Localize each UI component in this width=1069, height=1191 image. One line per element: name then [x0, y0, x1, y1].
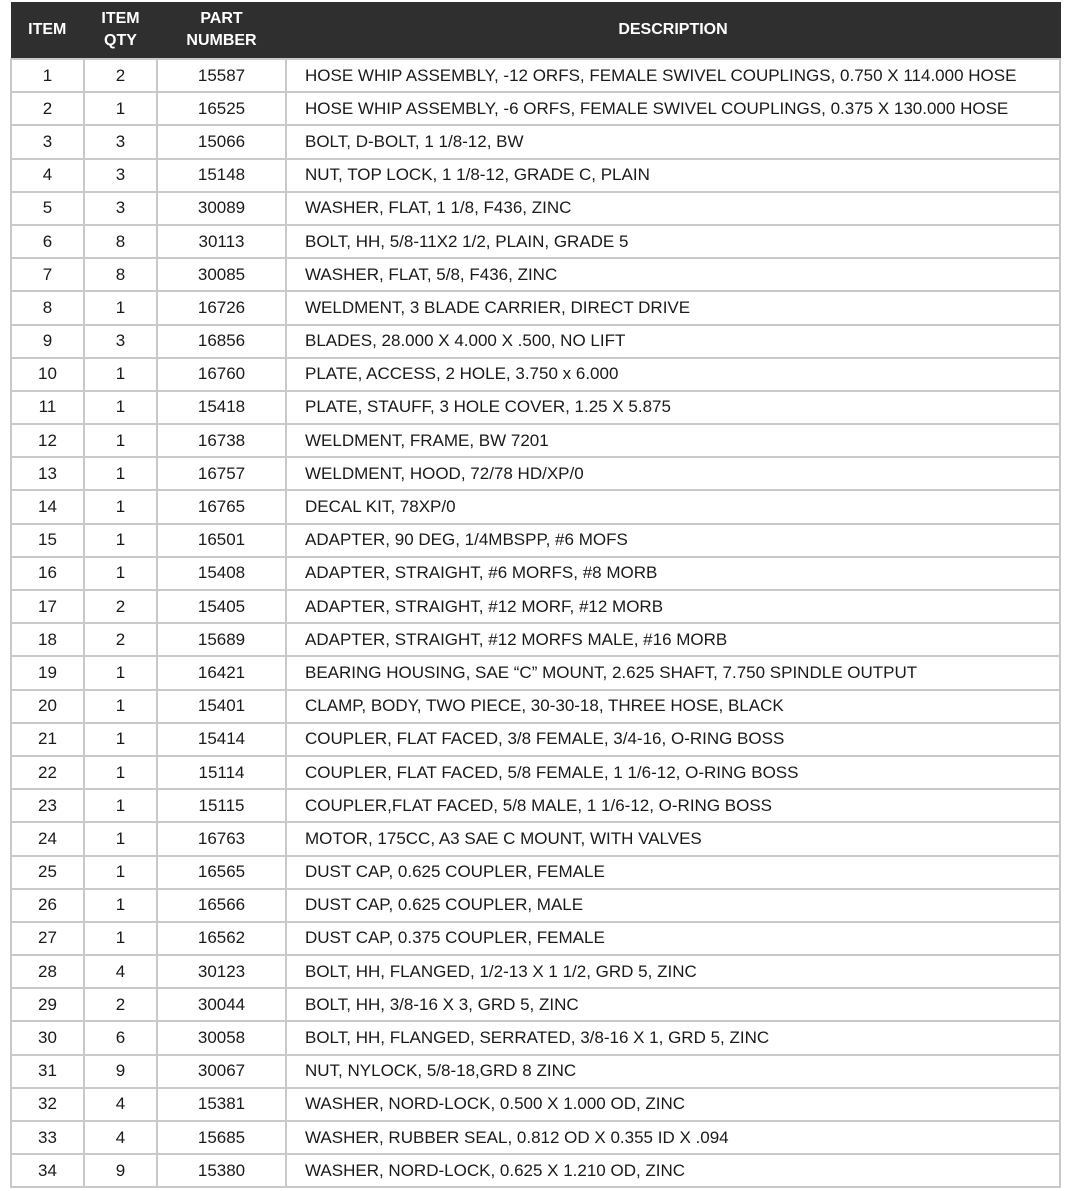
cell-qty: 4 — [84, 1088, 157, 1121]
table-header-row — [11, 2, 1060, 59]
cell-part-number: 15115 — [157, 789, 286, 822]
cell-qty: 6 — [84, 1021, 157, 1054]
table-row — [11, 690, 1060, 723]
cell-part-number: 16726 — [157, 291, 286, 324]
cell-item: 11 — [11, 391, 84, 424]
table-row — [11, 822, 1060, 855]
cell-part-number: 30085 — [157, 258, 286, 291]
cell-part-number: 30044 — [157, 988, 286, 1021]
cell-qty: 1 — [84, 889, 157, 922]
table-row — [11, 856, 1060, 889]
cell-qty: 9 — [84, 1055, 157, 1088]
cell-description: BOLT, HH, 5/8-11X2 1/2, PLAIN, GRADE 5 — [286, 225, 1060, 258]
table-row — [11, 358, 1060, 391]
table-row — [11, 988, 1060, 1021]
cell-item: 16 — [11, 557, 84, 590]
cell-qty: 1 — [84, 358, 157, 391]
cell-item: 29 — [11, 988, 84, 1021]
cell-qty: 1 — [84, 856, 157, 889]
cell-description: WASHER, RUBBER SEAL, 0.812 OD X 0.355 ID X .094 — [286, 1121, 1060, 1154]
table-row — [11, 1121, 1060, 1154]
cell-qty: 3 — [84, 125, 157, 158]
table-row — [11, 524, 1060, 557]
cell-item: 12 — [11, 424, 84, 457]
cell-description: ADAPTER, STRAIGHT, #12 MORF, #12 MORB — [286, 590, 1060, 623]
table-row — [11, 1154, 1060, 1187]
cell-description: WASHER, FLAT, 1 1/8, F436, ZINC — [286, 192, 1060, 225]
cell-qty: 1 — [84, 524, 157, 557]
cell-qty: 3 — [84, 159, 157, 192]
cell-description: COUPLER, FLAT FACED, 5/8 FEMALE, 1 1/6-12, O-RING BOSS — [286, 756, 1060, 789]
cell-item: 25 — [11, 856, 84, 889]
table-row — [11, 756, 1060, 789]
table-row — [11, 159, 1060, 192]
cell-item: 4 — [11, 159, 84, 192]
cell-part-number: 30089 — [157, 192, 286, 225]
cell-item: 22 — [11, 756, 84, 789]
cell-item: 27 — [11, 922, 84, 955]
cell-description: ADAPTER, STRAIGHT, #12 MORFS MALE, #16 MORB — [286, 623, 1060, 656]
cell-part-number: 16525 — [157, 92, 286, 125]
cell-part-number: 16760 — [157, 358, 286, 391]
cell-item: 1 — [11, 59, 84, 92]
cell-qty: 1 — [84, 822, 157, 855]
cell-part-number: 15148 — [157, 159, 286, 192]
cell-part-number: 16757 — [157, 457, 286, 490]
cell-part-number: 30067 — [157, 1055, 286, 1088]
cell-description: ADAPTER, 90 DEG, 1/4MBSPP, #6 MOFS — [286, 524, 1060, 557]
table-body — [11, 59, 1060, 1187]
cell-item: 8 — [11, 291, 84, 324]
cell-description: WELDMENT, FRAME, BW 7201 — [286, 424, 1060, 457]
cell-part-number: 16738 — [157, 424, 286, 457]
header-item-qty: ITEM QTY — [84, 2, 157, 59]
cell-qty: 9 — [84, 1154, 157, 1187]
cell-qty: 1 — [84, 490, 157, 523]
cell-qty: 2 — [84, 623, 157, 656]
cell-description: NUT, TOP LOCK, 1 1/8-12, GRADE C, PLAIN — [286, 159, 1060, 192]
cell-part-number: 15380 — [157, 1154, 286, 1187]
cell-item: 34 — [11, 1154, 84, 1187]
table-row — [11, 457, 1060, 490]
table-row — [11, 590, 1060, 623]
cell-part-number: 15408 — [157, 557, 286, 590]
cell-description: WELDMENT, 3 BLADE CARRIER, DIRECT DRIVE — [286, 291, 1060, 324]
cell-item: 7 — [11, 258, 84, 291]
table-row — [11, 490, 1060, 523]
cell-qty: 1 — [84, 391, 157, 424]
cell-part-number: 16562 — [157, 922, 286, 955]
header-part-number: PART NUMBER — [157, 2, 286, 59]
cell-description: CLAMP, BODY, TWO PIECE, 30-30-18, THREE HOSE, BLACK — [286, 690, 1060, 723]
table-row — [11, 656, 1060, 689]
cell-description: NUT, NYLOCK, 5/8-18,GRD 8 ZINC — [286, 1055, 1060, 1088]
cell-part-number: 30058 — [157, 1021, 286, 1054]
cell-item: 24 — [11, 822, 84, 855]
cell-description: MOTOR, 175CC, A3 SAE C MOUNT, WITH VALVES — [286, 822, 1060, 855]
cell-part-number: 16501 — [157, 524, 286, 557]
cell-item: 30 — [11, 1021, 84, 1054]
table-row — [11, 955, 1060, 988]
cell-part-number: 16421 — [157, 656, 286, 689]
cell-qty: 3 — [84, 325, 157, 358]
table-row — [11, 623, 1060, 656]
cell-qty: 2 — [84, 590, 157, 623]
cell-qty: 1 — [84, 424, 157, 457]
table-row — [11, 291, 1060, 324]
cell-item: 17 — [11, 590, 84, 623]
table-row — [11, 1088, 1060, 1121]
header-description: DESCRIPTION — [286, 2, 1060, 59]
cell-item: 20 — [11, 690, 84, 723]
cell-item: 6 — [11, 225, 84, 258]
cell-item: 26 — [11, 889, 84, 922]
cell-part-number: 15401 — [157, 690, 286, 723]
cell-part-number: 15066 — [157, 125, 286, 158]
cell-qty: 4 — [84, 955, 157, 988]
cell-qty: 1 — [84, 723, 157, 756]
cell-qty: 1 — [84, 557, 157, 590]
table-row — [11, 557, 1060, 590]
cell-part-number: 16856 — [157, 325, 286, 358]
cell-part-number: 16566 — [157, 889, 286, 922]
cell-description: BEARING HOUSING, SAE “C” MOUNT, 2.625 SHAFT, 7.750 SPINDLE OUTPUT — [286, 656, 1060, 689]
cell-qty: 1 — [84, 92, 157, 125]
cell-part-number: 15405 — [157, 590, 286, 623]
cell-description: COUPLER,FLAT FACED, 5/8 MALE, 1 1/6-12, O-RING BOSS — [286, 789, 1060, 822]
cell-part-number: 15689 — [157, 623, 286, 656]
cell-item: 9 — [11, 325, 84, 358]
cell-description: DUST CAP, 0.375 COUPLER, FEMALE — [286, 922, 1060, 955]
cell-part-number: 15685 — [157, 1121, 286, 1154]
header-item: ITEM — [11, 2, 84, 59]
cell-part-number: 15381 — [157, 1088, 286, 1121]
cell-description: BOLT, HH, FLANGED, SERRATED, 3/8-16 X 1, GRD 5, ZINC — [286, 1021, 1060, 1054]
cell-description: WASHER, FLAT, 5/8, F436, ZINC — [286, 258, 1060, 291]
cell-qty: 1 — [84, 457, 157, 490]
cell-item: 3 — [11, 125, 84, 158]
cell-description: WASHER, NORD-LOCK, 0.625 X 1.210 OD, ZINC — [286, 1154, 1060, 1187]
table-row — [11, 889, 1060, 922]
cell-part-number: 30113 — [157, 225, 286, 258]
cell-description: DECAL KIT, 78XP/0 — [286, 490, 1060, 523]
cell-item: 13 — [11, 457, 84, 490]
cell-item: 31 — [11, 1055, 84, 1088]
table-row — [11, 1055, 1060, 1088]
cell-item: 18 — [11, 623, 84, 656]
table-row — [11, 424, 1060, 457]
cell-description: HOSE WHIP ASSEMBLY, -6 ORFS, FEMALE SWIVEL COUPLINGS, 0.375 X 130.000 HOSE — [286, 92, 1060, 125]
cell-description: BOLT, HH, FLANGED, 1/2-13 X 1 1/2, GRD 5, ZINC — [286, 955, 1060, 988]
cell-qty: 8 — [84, 258, 157, 291]
cell-qty: 2 — [84, 59, 157, 92]
cell-qty: 4 — [84, 1121, 157, 1154]
cell-part-number: 15414 — [157, 723, 286, 756]
cell-item: 23 — [11, 789, 84, 822]
cell-description: DUST CAP, 0.625 COUPLER, FEMALE — [286, 856, 1060, 889]
table-row — [11, 325, 1060, 358]
cell-description: COUPLER, FLAT FACED, 3/8 FEMALE, 3/4-16, O-RING BOSS — [286, 723, 1060, 756]
cell-item: 32 — [11, 1088, 84, 1121]
cell-qty: 1 — [84, 690, 157, 723]
cell-description: DUST CAP, 0.625 COUPLER, MALE — [286, 889, 1060, 922]
table-row — [11, 1021, 1060, 1054]
cell-qty: 1 — [84, 756, 157, 789]
cell-item: 15 — [11, 524, 84, 557]
cell-part-number: 16765 — [157, 490, 286, 523]
table-row — [11, 922, 1060, 955]
cell-item: 2 — [11, 92, 84, 125]
cell-item: 33 — [11, 1121, 84, 1154]
cell-description: ADAPTER, STRAIGHT, #6 MORFS, #8 MORB — [286, 557, 1060, 590]
parts-list-table — [10, 2, 1061, 1188]
cell-part-number: 30123 — [157, 955, 286, 988]
cell-item: 10 — [11, 358, 84, 391]
cell-description: WELDMENT, HOOD, 72/78 HD/XP/0 — [286, 457, 1060, 490]
table-row — [11, 192, 1060, 225]
cell-item: 21 — [11, 723, 84, 756]
cell-qty: 2 — [84, 988, 157, 1021]
cell-item: 19 — [11, 656, 84, 689]
cell-description: PLATE, ACCESS, 2 HOLE, 3.750 x 6.000 — [286, 358, 1060, 391]
cell-item: 28 — [11, 955, 84, 988]
table-row — [11, 258, 1060, 291]
cell-qty: 1 — [84, 789, 157, 822]
cell-part-number: 16763 — [157, 822, 286, 855]
table-row — [11, 59, 1060, 92]
table-row — [11, 723, 1060, 756]
cell-description: BOLT, D-BOLT, 1 1/8-12, BW — [286, 125, 1060, 158]
cell-part-number: 15114 — [157, 756, 286, 789]
table-row — [11, 789, 1060, 822]
cell-part-number: 16565 — [157, 856, 286, 889]
cell-description: BOLT, HH, 3/8-16 X 3, GRD 5, ZINC — [286, 988, 1060, 1021]
cell-qty: 1 — [84, 656, 157, 689]
cell-item: 14 — [11, 490, 84, 523]
table-row — [11, 125, 1060, 158]
cell-description: BLADES, 28.000 X 4.000 X .500, NO LIFT — [286, 325, 1060, 358]
cell-qty: 1 — [84, 291, 157, 324]
cell-description: PLATE, STAUFF, 3 HOLE COVER, 1.25 X 5.875 — [286, 391, 1060, 424]
table-row — [11, 225, 1060, 258]
table-row — [11, 391, 1060, 424]
cell-description: WASHER, NORD-LOCK, 0.500 X 1.000 OD, ZINC — [286, 1088, 1060, 1121]
cell-description: HOSE WHIP ASSEMBLY, -12 ORFS, FEMALE SWIVEL COUPLINGS, 0.750 X 114.000 HOSE — [286, 59, 1060, 92]
cell-part-number: 15418 — [157, 391, 286, 424]
table-row — [11, 92, 1060, 125]
cell-qty: 3 — [84, 192, 157, 225]
cell-qty: 8 — [84, 225, 157, 258]
cell-item: 5 — [11, 192, 84, 225]
cell-part-number: 15587 — [157, 59, 286, 92]
cell-qty: 1 — [84, 922, 157, 955]
